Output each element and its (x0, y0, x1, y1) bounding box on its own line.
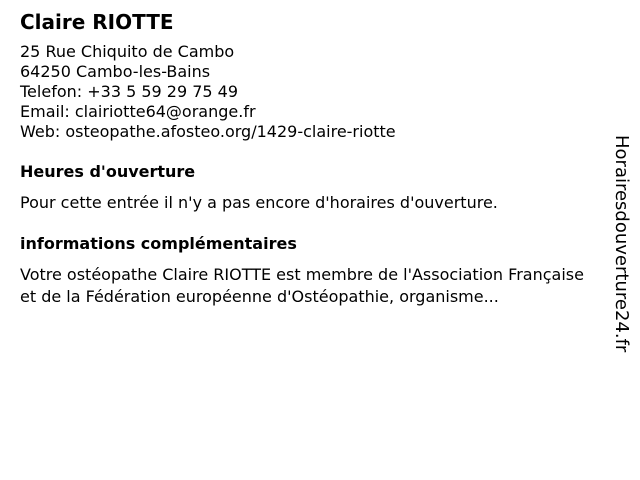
listing-card (20, 8, 600, 308)
site-brand: Horairesdouverture24.fr (611, 135, 632, 353)
address-street: 25 Rue Chiquito de Cambo (20, 42, 235, 61)
address-city: 64250 Cambo-les-Bains (20, 62, 211, 81)
phone-line[interactable]: Telefon: +33 5 59 29 75 49 (20, 82, 239, 101)
business-name: Claire RIOTTE (20, 10, 174, 34)
additional-info-heading: informations complémentaires (20, 234, 297, 253)
web-line[interactable]: Web: osteopathe.afosteo.org/1429-claire-riotte (20, 122, 396, 141)
additional-info-text: Votre ostéopathe Claire RIOTTE est membre de l'Association Française et de la Fédération européenne d'Ostéopathie, organisme... (20, 265, 584, 306)
opening-hours-text: Pour cette entrée il n'y a pas encore d'horaires d'ouverture. (20, 193, 498, 212)
email-line[interactable]: Email: clairiotte64@orange.fr (20, 102, 256, 121)
opening-hours-heading: Heures d'ouverture (20, 162, 196, 181)
